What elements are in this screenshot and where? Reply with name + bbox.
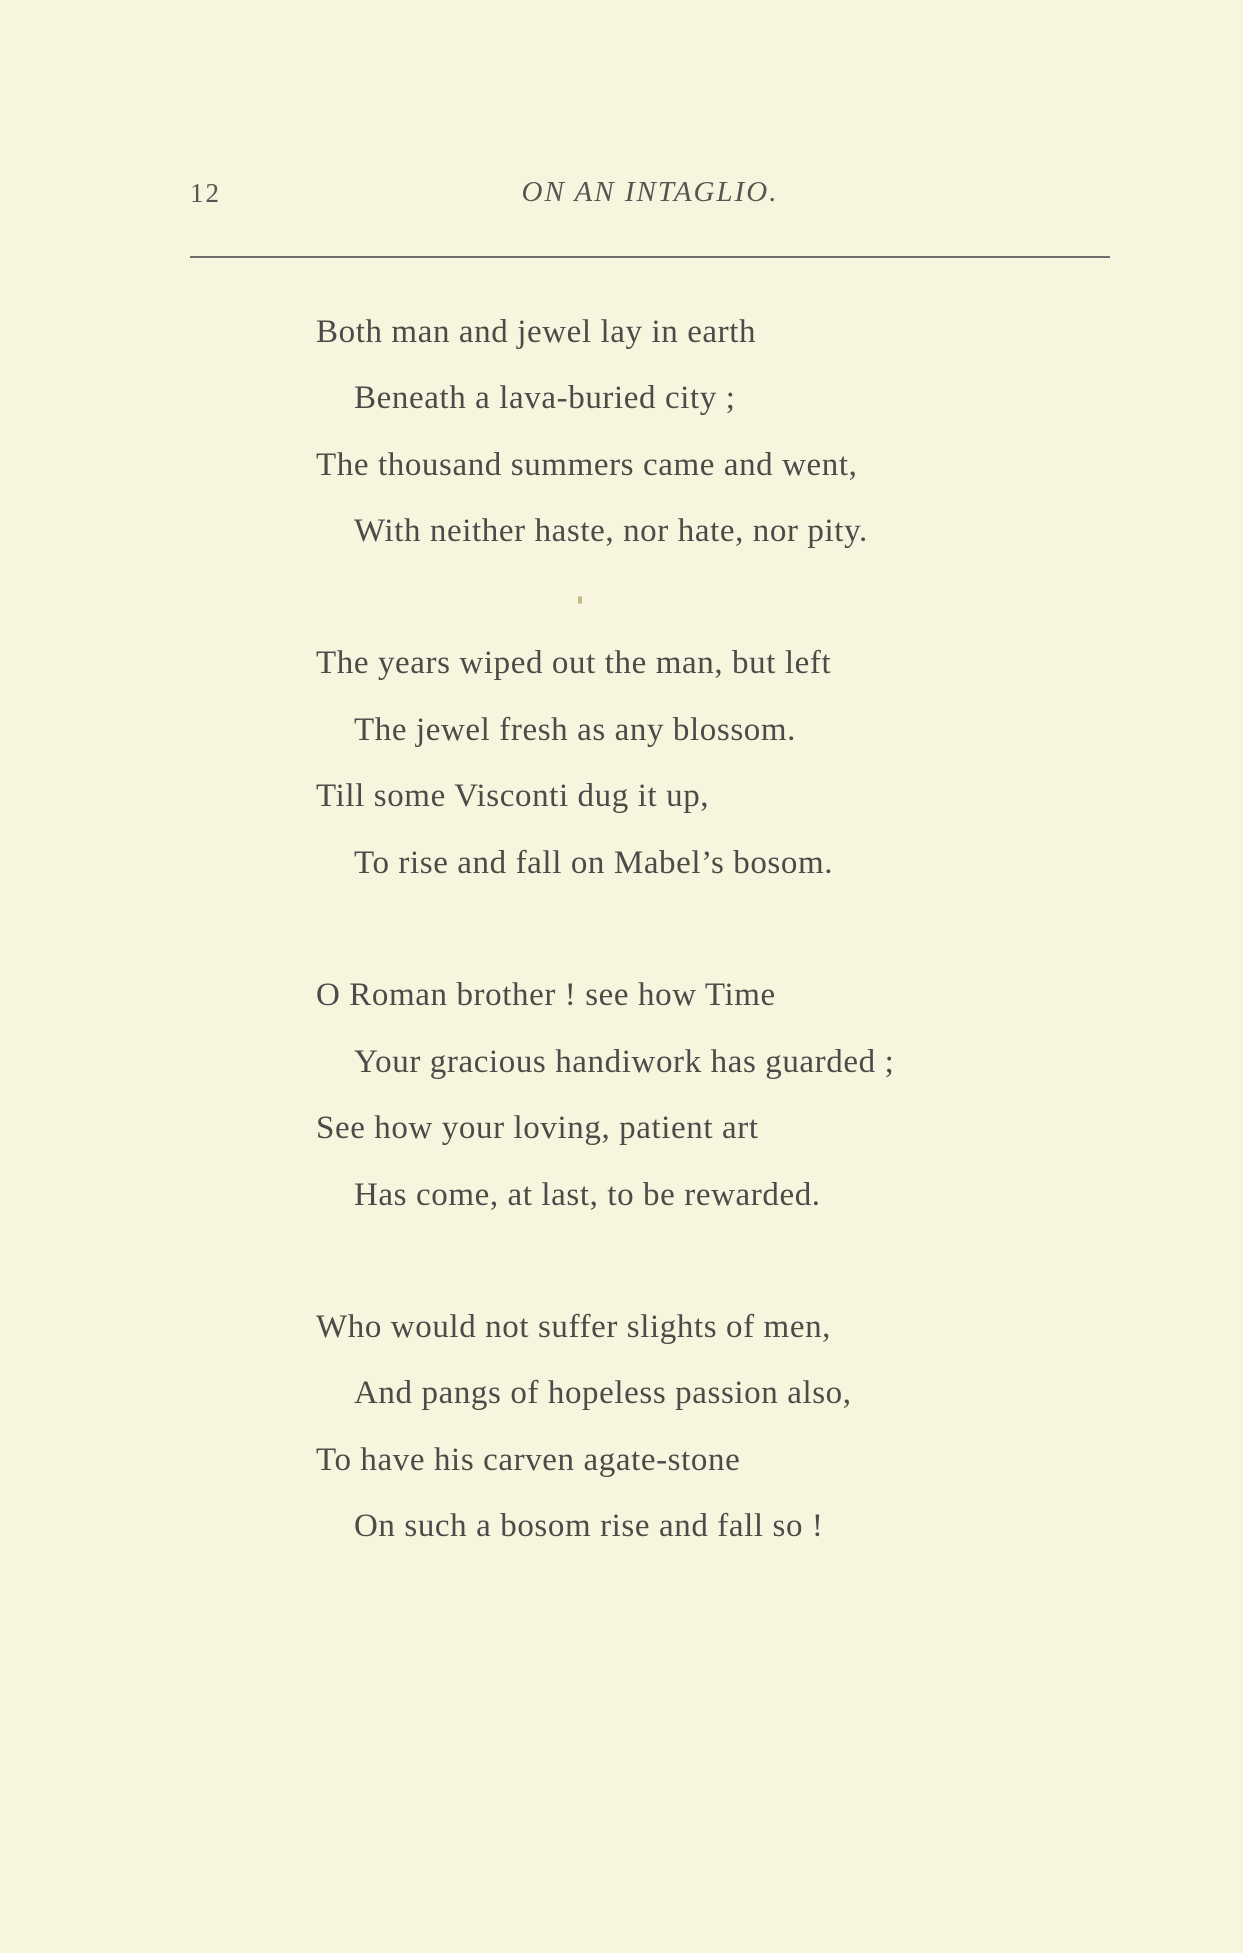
- poem-line: To rise and fall on Mabel’s bosom.: [354, 845, 834, 881]
- poem-line: Who would not suffer slights of men,: [316, 1309, 832, 1345]
- paper-blemish: [578, 596, 582, 604]
- poem-line: The jewel fresh as any blossom.: [354, 712, 796, 748]
- page-number: 12: [190, 178, 221, 208]
- poem-line: The years wiped out the man, but left: [316, 645, 832, 681]
- poem-line: And pangs of hopeless passion also,: [354, 1375, 852, 1411]
- poem-line: To have his carven agate-stone: [316, 1442, 741, 1478]
- poem-line: The thousand summers came and went,: [316, 447, 858, 483]
- poem-line: On such a bosom rise and fall so !: [354, 1508, 824, 1544]
- poem-line: With neither haste, nor hate, nor pity.: [354, 513, 868, 549]
- poem-line: Has come, at last, to be rewarded.: [354, 1177, 821, 1213]
- poem-line: Both man and jewel lay in earth: [316, 314, 757, 350]
- poem-line: O Roman brother ! see how Time: [316, 977, 776, 1013]
- poem-line: Till some Visconti dug it up,: [316, 778, 710, 814]
- header-rule: [190, 256, 1110, 258]
- running-title: ON AN INTAGLIO.: [521, 176, 779, 208]
- poem-line: Beneath a lava-buried city ;: [354, 380, 736, 416]
- poem-line: See how your loving, patient art: [316, 1110, 759, 1146]
- poem-line: Your gracious handiwork has guarded ;: [354, 1044, 895, 1080]
